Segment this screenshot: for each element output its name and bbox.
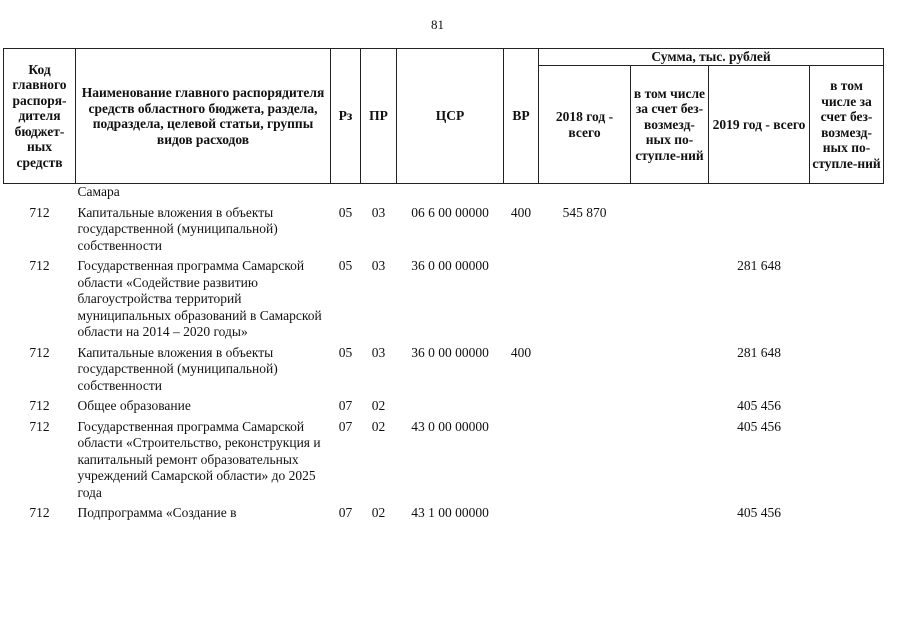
cell-csr: 43 1 00 00000: [411, 505, 489, 520]
cell-vr: [504, 503, 539, 524]
table-row: [4, 396, 884, 417]
cell-2019-total: 405 456: [737, 418, 781, 434]
cell-rz: 05: [338, 204, 353, 220]
cell-name: Государственная программа Самарской области «Содействие развитию благоустройства территорий муниципальных образований в Самарской области на 2014 – 2020 годы»: [77, 258, 322, 339]
cell-pr: 02: [371, 398, 386, 413]
table-header: [4, 49, 884, 184]
cell-2019-total: [709, 184, 810, 203]
cell-code: 712: [29, 505, 50, 520]
cell-2019-total: 405 456: [737, 505, 781, 520]
budget-table: [3, 48, 884, 524]
cell-2019-gratuitous: [810, 203, 884, 257]
table-body: [4, 184, 884, 524]
table-row: [4, 203, 884, 257]
table-row: [4, 184, 884, 203]
cell-pr: 03: [371, 258, 386, 273]
cell-2018-gratuitous: [631, 203, 709, 257]
cell-code: 712: [29, 418, 50, 434]
cell-pr: 02: [371, 505, 386, 520]
cell-2019-gratuitous: [810, 343, 884, 397]
cell-2018-total: 545 870: [562, 204, 607, 220]
cell-rz: 05: [338, 344, 353, 360]
cell-2019-total: 405 456: [737, 398, 781, 413]
table-row: [4, 503, 884, 524]
cell-2018-total: [539, 184, 631, 203]
header-sum-group: Сумма, тыс. рублей: [539, 49, 884, 66]
header-vr: ВР: [504, 49, 539, 184]
cell-2018-total: [539, 396, 631, 417]
cell-2018-gratuitous: [631, 396, 709, 417]
cell-csr: [397, 184, 504, 203]
cell-rz: 07: [338, 505, 353, 520]
cell-rz: [331, 184, 361, 203]
cell-2019-gratuitous: [810, 417, 884, 504]
header-2018-total: 2018 год - всего: [539, 66, 631, 184]
page-number: 81: [431, 17, 444, 32]
cell-name: Подпрограмма «Создание в: [77, 505, 237, 520]
cell-vr: [504, 256, 539, 343]
header-name: Наименование главного распорядителя средств областного бюджета, раздела, подраздела, целевой статьи, группы видов расходов: [76, 49, 331, 184]
cell-name: Общее образование: [77, 398, 191, 413]
cell-vr: [504, 396, 539, 417]
cell-pr: 03: [371, 204, 386, 220]
header-code: Код главного распоря-дителя бюджет-ных средств: [4, 49, 76, 184]
cell-code: 712: [29, 204, 50, 220]
cell-name: Государственная программа Самарской области «Строительство, реконструкция и капитальный ремонт образовательных учреждений Самарской области» до 2025 года: [77, 418, 321, 500]
cell-2019-gratuitous: [810, 184, 884, 203]
cell-2018-gratuitous: [631, 503, 709, 524]
cell-2019-gratuitous: [810, 256, 884, 343]
cell-csr: 06 6 00 00000: [411, 204, 489, 220]
cell-vr: 400: [510, 344, 532, 360]
cell-pr: [361, 184, 397, 203]
cell-code: 712: [29, 398, 50, 413]
cell-rz: 05: [338, 258, 353, 273]
table-row: [4, 417, 884, 504]
cell-2018-total: [539, 256, 631, 343]
cell-2018-total: [539, 417, 631, 504]
header-2018-gratuitous: в том числе за счет без-возмезд-ных по-ступле-ний: [631, 66, 709, 184]
cell-2018-gratuitous: [631, 184, 709, 203]
cell-2019-gratuitous: [810, 396, 884, 417]
header-pr: ПР: [361, 49, 397, 184]
cell-vr: [504, 417, 539, 504]
cell-2019-total: 281 648: [737, 258, 781, 273]
cell-name: Капитальные вложения в объекты государственной (муниципальной) собственности: [77, 344, 278, 393]
cell-name: Капитальные вложения в объекты государственной (муниципальной) собственности: [77, 204, 278, 253]
cell-2018-gratuitous: [631, 256, 709, 343]
cell-vr: 400: [510, 204, 532, 220]
header-2019-total: 2019 год - всего: [709, 66, 810, 184]
cell-2019-total: 281 648: [737, 344, 781, 360]
cell-2018-total: [539, 503, 631, 524]
table-row: [4, 343, 884, 397]
cell-2019-total: [709, 203, 810, 257]
cell-pr: 02: [371, 418, 386, 434]
cell-vr: [504, 184, 539, 203]
cell-code: 712: [29, 258, 50, 273]
cell-2018-gratuitous: [631, 417, 709, 504]
cell-csr: 43 0 00 00000: [411, 418, 489, 434]
cell-rz: 07: [338, 398, 353, 413]
cell-csr: 36 0 00 00000: [411, 258, 489, 273]
cell-code: [4, 184, 76, 203]
cell-2019-gratuitous: [810, 503, 884, 524]
cell-code: 712: [29, 344, 50, 360]
table-row: [4, 256, 884, 343]
header-csr: ЦСР: [397, 49, 504, 184]
cell-csr: [397, 396, 504, 417]
header-rz: Рз: [331, 49, 361, 184]
cell-2018-gratuitous: [631, 343, 709, 397]
header-2019-gratuitous: в том числе за счет без-возмезд-ных по-ступле-ний: [810, 66, 884, 184]
cell-pr: 03: [371, 344, 386, 360]
cell-name: Самара: [77, 184, 120, 199]
cell-2018-total: [539, 343, 631, 397]
cell-csr: 36 0 00 00000: [411, 344, 489, 360]
cell-rz: 07: [338, 418, 353, 434]
